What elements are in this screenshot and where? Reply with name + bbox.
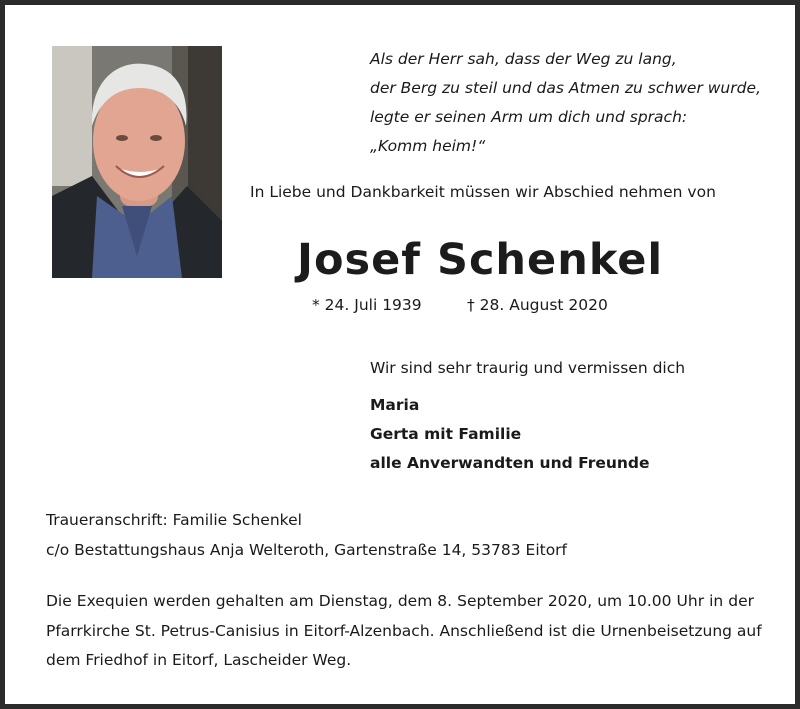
obituary-card <box>5 5 795 704</box>
address-line: c/o Bestattungshaus Anja Welteroth, Gartenstraße 14, 53783 Eitorf <box>46 541 568 559</box>
poem-line: Als der Herr sah, dass der Weg zu lang, <box>370 50 677 68</box>
poem-line: legte er seinen Arm um dich und sprach: <box>370 108 688 126</box>
death-date: † 28. August 2020 <box>467 296 608 314</box>
birth-date: * 24. Juli 1939 <box>312 296 422 314</box>
mourners-list <box>370 391 650 478</box>
mourner-name: Maria <box>370 396 420 414</box>
mourner-name: alle Anverwandten und Freunde <box>370 454 650 472</box>
intro-text: In Liebe und Dankbarkeit müssen wir Abschied nehmen von <box>250 183 716 201</box>
portrait-photo <box>52 46 222 278</box>
service-line: Die Exequien werden gehalten am Dienstag, dem 8. September 2020, um 10.00 Uhr in der <box>46 592 754 610</box>
deceased-name: Josef Schenkel <box>297 235 664 285</box>
poem-quote <box>370 45 780 161</box>
mourning-message: Wir sind sehr traurig und vermissen dich <box>370 359 686 377</box>
service-line: dem Friedhof in Eitorf, Lascheider Weg. <box>46 651 352 669</box>
address-line: Traueranschrift: Familie Schenkel <box>46 511 302 529</box>
mourner-name: Gerta mit Familie <box>370 425 522 443</box>
poem-line: der Berg zu steil und das Atmen zu schwer wurde, <box>370 79 761 97</box>
poem-line: „Komm heim!“ <box>370 137 486 155</box>
condolence-address <box>46 505 567 565</box>
service-line: Pfarrkirche St. Petrus-Canisius in Eitorf-Alzenbach. Anschließend ist die Urnenbeisetzung auf <box>46 621 762 640</box>
service-details <box>46 587 762 676</box>
